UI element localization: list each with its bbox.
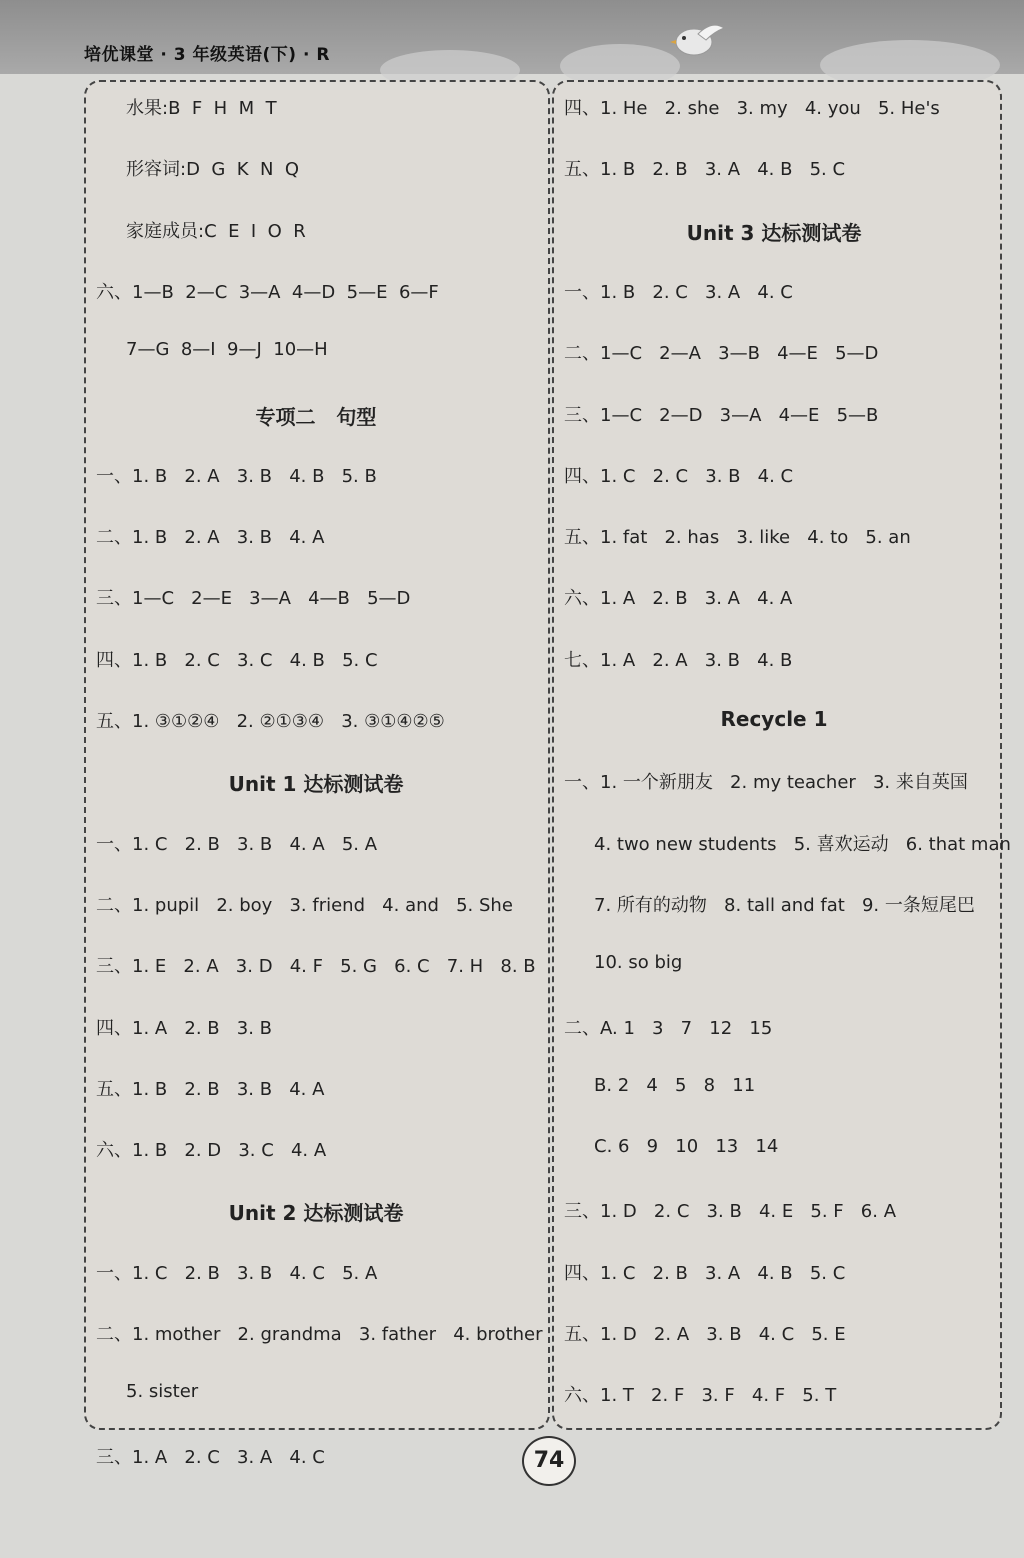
answer-line: B. 2 4 5 8 11 — [594, 1074, 756, 1096]
answer-line: 四、1. C 2. B 3. A 4. B 5. C — [564, 1262, 846, 1284]
section-heading: Unit 2 达标测试卷 — [228, 1201, 404, 1226]
answer-line: 一、1. B 2. C 3. A 4. C — [564, 281, 793, 303]
answer-line: 三、1. D 2. C 3. B 4. E 5. F 6. A — [564, 1201, 897, 1223]
answer-line: 五、1. B 2. B 3. A 4. B 5. C — [564, 159, 846, 181]
answer-line: 六、1. T 2. F 3. F 4. F 5. T — [564, 1385, 837, 1407]
answer-line: 二、A. 1 3 7 12 15 — [564, 1017, 773, 1039]
section-heading: Recycle 1 — [720, 707, 828, 731]
answer-line: 五、1. D 2. A 3. B 4. C 5. E — [564, 1324, 846, 1345]
answer-line: 六、1. A 2. B 3. A 4. A — [564, 588, 793, 610]
answer-line: 一、1. C 2. B 3. B 4. A 5. A — [96, 833, 378, 855]
answer-line: 六、1. B 2. D 3. C 4. A — [96, 1140, 327, 1162]
answer-line: 七、1. A 2. A 3. B 4. B — [564, 649, 793, 671]
answer-line: 五、1. fat 2. has 3. like 4. to 5. an — [564, 527, 911, 549]
section-heading: 专项二 句型 — [255, 404, 377, 429]
answer-line: 三、1—C 2—D 3—A 4—E 5—B — [564, 404, 879, 426]
answer-line: 10. so big — [594, 952, 683, 974]
header-title: 培优课堂 · 3 年级英语(下) · R — [84, 45, 330, 65]
answer-line: 四、1. B 2. C 3. C 4. B 5. C — [96, 649, 378, 671]
answer-line: 5. sister — [126, 1381, 199, 1403]
answer-line: 一、1. C 2. B 3. B 4. C 5. A — [96, 1262, 378, 1284]
answer-line: 三、1. A 2. C 3. A 4. C — [96, 1446, 325, 1468]
answer-line: 五、1. B 2. B 3. B 4. A — [96, 1078, 325, 1100]
answer-line: 7. 所有的动物 8. tall and fat 9. 一条短尾巴 — [594, 894, 975, 916]
answer-line: 二、1. pupil 2. boy 3. friend 4. and 5. She — [96, 894, 513, 916]
answer-line: 一、1. 一个新朋友 2. my teacher 3. 来自英国 — [564, 772, 968, 794]
answer-line: 三、1—C 2—E 3—A 4—B 5—D — [96, 588, 411, 610]
section-heading: Unit 1 达标测试卷 — [228, 772, 404, 797]
answer-line: 形容词:D G K N Q — [126, 159, 300, 181]
answer-line: 家庭成员:C E I O R — [126, 220, 306, 242]
bird-icon — [668, 18, 728, 58]
answer-line: 7—G 8—I 9—J 10—H — [126, 339, 328, 361]
answer-line: 三、1. E 2. A 3. D 4. F 5. G 6. C 7. H 8. B — [96, 956, 536, 978]
answer-line: 六、1—B 2—C 3—A 4—D 5—E 6—F — [96, 281, 439, 303]
answer-line: 二、1. mother 2. grandma 3. father 4. brother — [96, 1324, 543, 1345]
answer-line: C. 6 9 10 13 14 — [594, 1136, 779, 1158]
answer-line: 四、1. C 2. C 3. B 4. C — [564, 465, 794, 487]
answer-line: 四、1. A 2. B 3. B — [96, 1017, 273, 1039]
answer-line: 4. two new students 5. 喜欢运动 6. that man — [594, 833, 1011, 855]
section-heading: Unit 3 达标测试卷 — [686, 220, 862, 245]
answer-line: 二、1. B 2. A 3. B 4. A — [96, 527, 325, 549]
page-number: 74 — [522, 1436, 576, 1486]
answer-line: 二、1—C 2—A 3—B 4—E 5—D — [564, 343, 879, 365]
answer-line: 一、1. B 2. A 3. B 4. B 5. B — [96, 465, 377, 487]
answer-line: 五、1. ③①②④ 2. ②①③④ 3. ③①④②⑤ — [96, 711, 445, 732]
answer-line: 四、1. He 2. she 3. my 4. you 5. He's — [564, 98, 940, 119]
page-header — [0, 0, 1024, 74]
answer-line: 水果:B F H M T — [126, 98, 277, 119]
